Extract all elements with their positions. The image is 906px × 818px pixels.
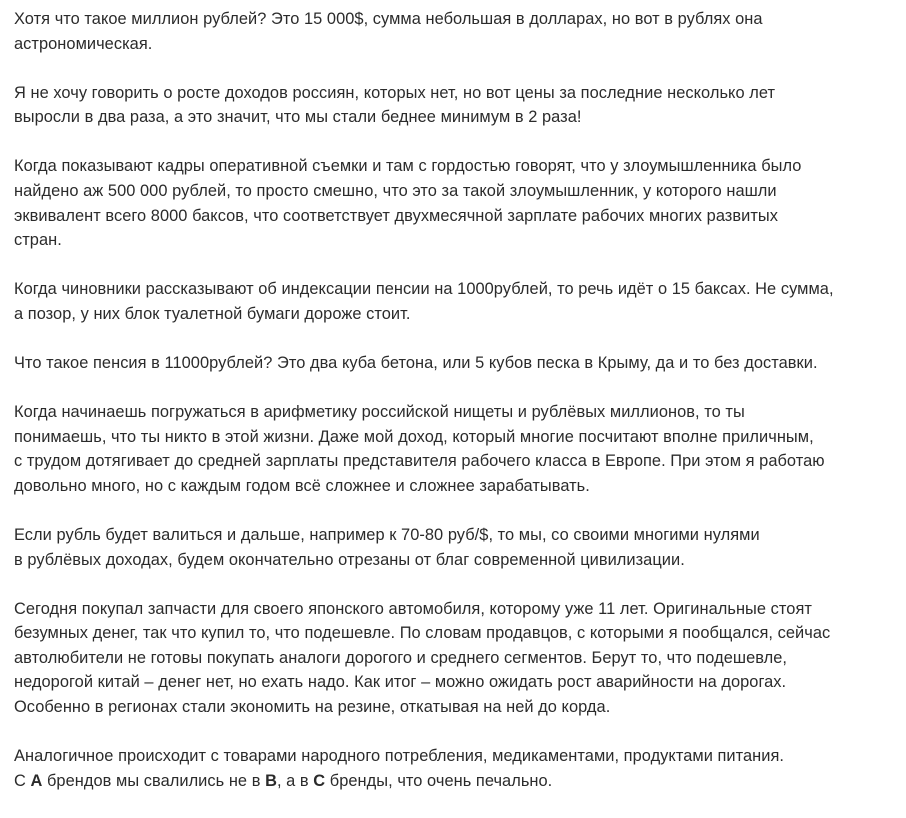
paragraph-line: автолюбители не готовы покупать аналоги дорогого и среднего сегментов. Берут то, что подешевле,: [14, 648, 788, 667]
paragraph-line: Сегодня покупал запчасти для своего японского автомобиля, которому уже 11 лет. Оригинальные стоят: [14, 599, 812, 618]
paragraph: [14, 400, 894, 498]
paragraph-line: [14, 769, 894, 794]
paragraph-line: Когда показывают кадры оперативной съемки и там с гордостью говорят, что у злоумышленника было: [14, 157, 802, 176]
text-fragment: бренды, что очень печально.: [325, 771, 553, 790]
paragraph-line: Аналогичное происходит с товарами народного потребления, медикаментами, продуктами питания.: [14, 747, 785, 766]
paragraph-line: Хотя что такое миллион рублей? Это 15 000$, сумма небольшая в долларах, но вот в рублях она: [14, 10, 763, 28]
paragraph-line: а позор, у них блок туалетной бумаги дороже стоит.: [14, 304, 411, 323]
paragraph-line: довольно много, но с каждым годом всё сложнее и сложнее зарабатывать.: [14, 476, 590, 495]
text-fragment: С: [14, 771, 31, 790]
paragraph: [14, 523, 894, 572]
paragraph-line: с трудом дотягивает до средней зарплаты представителя рабочего класса в Европе. При этом я работаю: [14, 452, 825, 471]
paragraph-line: выросли в два раза, а это значит, что мы стали беднее минимум в 2 раза!: [14, 108, 582, 127]
text-fragment: брендов мы свалились не в: [42, 771, 266, 790]
paragraph-line: безумных денег, так что купил то, что подешевле. По словам продавцов, с которыми я пообщался, сейчас: [14, 624, 831, 643]
paragraph: [14, 351, 894, 376]
paragraph-line: Когда начинаешь погружаться в арифметику российской нищеты и рублёвых миллионов, то ты: [14, 403, 745, 422]
paragraph-line: Если рубль будет валиться и дальше, например к 70-80 руб/$, то мы, со своими многими нулями: [14, 525, 760, 544]
paragraph: [14, 154, 894, 252]
paragraph-line: понимаешь, что ты никто в этой жизни. Даже мой доход, который многие посчитают вполне приличным,: [14, 427, 814, 446]
paragraph-line: Особенно в регионах стали экономить на резине, откатывая на ней до корда.: [14, 697, 611, 716]
paragraph: [14, 597, 894, 720]
text-fragment: , а в: [276, 771, 314, 790]
bold-brand-b: B: [265, 771, 277, 790]
paragraph-line: Когда чиновники рассказывают об индексации пенсии на 1000рублей, то речь идёт о 15 баксах. Не сумма,: [14, 280, 834, 299]
paragraph-brands: [14, 744, 894, 793]
paragraph: [14, 7, 894, 56]
bold-brand-c: C: [313, 771, 326, 790]
article-body: [14, 7, 894, 818]
paragraph-line: Я не хочу говорить о росте доходов россиян, которых нет, но вот цены за последние несколько лет: [14, 83, 776, 102]
paragraph-line: найдено аж 500 000 рублей, то просто смешно, что это за такой злоумышленник, у которого нашли: [14, 181, 777, 200]
paragraph: [14, 81, 894, 130]
paragraph-line: в рублёвых доходах, будем окончательно отрезаны от благ современной цивилизации.: [14, 550, 685, 569]
paragraph-line: эквивалент всего 8000 баксов, что соответствует двухмесячной зарплате рабочих многих развитых: [14, 206, 778, 225]
paragraph: [14, 277, 894, 326]
paragraph-line: Что такое пенсия в 11000рублей? Это два куба бетона, или 5 кубов песка в Крыму, да и то без доставки.: [14, 353, 818, 372]
paragraph-list: [14, 7, 894, 720]
paragraph-line: недорогой китай – денег нет, но ехать надо. Как итог – можно ожидать рост аварийности на дорогах.: [14, 673, 787, 692]
paragraph-line: астрономическая.: [14, 34, 153, 53]
paragraph-line: стран.: [14, 231, 62, 250]
bold-brand-a: A: [30, 771, 43, 790]
